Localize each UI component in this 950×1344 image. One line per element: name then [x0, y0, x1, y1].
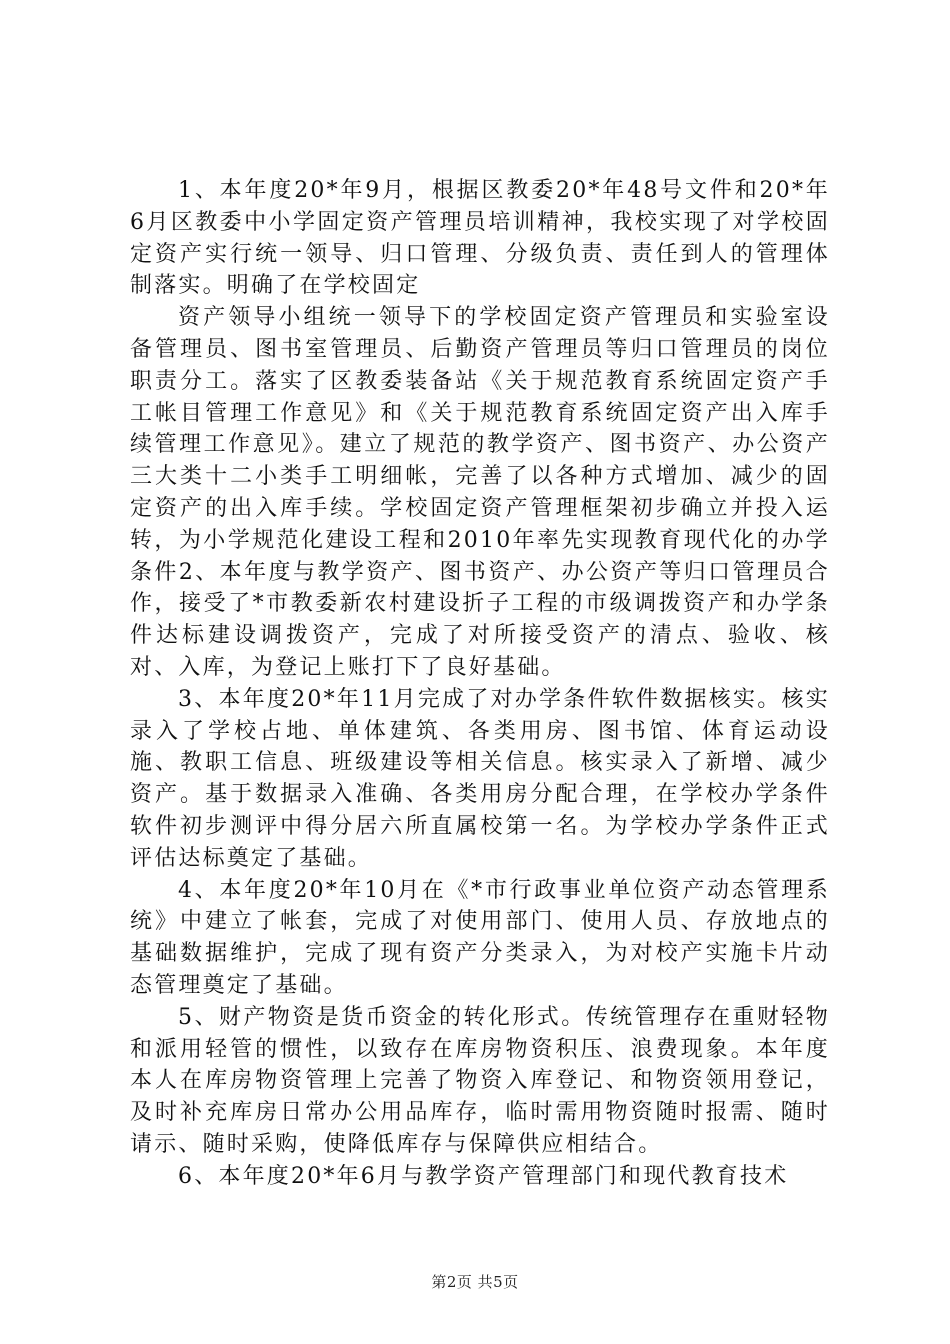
document-body — [130, 175, 830, 1193]
paragraph-3: 3、本年度20*年11月完成了对办学条件软件数据核实。核实录入了学校占地、单体建筑、各类用房、图书馆、体育运动设施、教职工信息、班级建设等相关信息。核实录入了新增、减少资产。基于数据录入准确、各类用房分配合理，在学校办学条件软件初步测评中得分居六所直属校第一名。为学校办学条件正式评估达标奠定了基础。 — [130, 686, 830, 871]
paragraph-1: 1、本年度20*年9月，根据区教委20*年48号文件和20*年6月区教委中小学固定资产管理员培训精神，我校实现了对学校固定资产实行统一领导、归口管理、分级负责、责任到人的管理体制落实。明确了在学校固定 — [130, 178, 830, 299]
paragraph-5: 5、财产物资是货币资金的转化形式。传统管理存在重财轻物和派用轻管的惯性，以致存在库房物资积压、浪费现象。本年度本人在库房物资管理上完善了物资入库登记、和物资领用登记，及时补充库房日常办公用品库存，临时需用物资随时报需、随时请示、随时采购，使降低库存与保障供应相结合。 — [130, 1004, 830, 1157]
paragraph-6: 6、本年度20*年6月与教学资产管理部门和现代教育技术 — [178, 1163, 789, 1189]
paragraph-2: 资产领导小组统一领导下的学校固定资产管理员和实验室设备管理员、图书室管理员、后勤资产管理员等归口管理员的岗位职责分工。落实了区教委装备站《关于规范教育系统固定资产手工帐目管理工作意见》和《关于规范教育系统固定资产出入库手续管理工作意见》。建立了规范的教学资产、图书资产、办公资产三大类十二小类手工明细帐，完善了以各种方式增加、减少的固定资产的出入库手续。学校固定资产管理框架初步确立并投入运转，为小学规范化建设工程和2010年率先实现教育现代化的办学条件2、本年度与教学资产、图书资产、办公资产等归口管理员合作，接受了*市教委新农村建设折子工程的市级调拨资产和办学条件达标建设调拨资产，完成了对所接受资产的清点、验收、核对、入库，为登记上账打下了良好基础。 — [130, 305, 830, 680]
page-footer: 第2页 共5页 — [431, 1273, 519, 1291]
paragraph-4: 4、本年度20*年10月在《*市行政事业单位资产动态管理系统》中建立了帐套，完成了对使用部门、使用人员、存放地点的基础数据维护，完成了现有资产分类录入，为对校产实施卡片动态管理奠定了基础。 — [130, 877, 830, 998]
